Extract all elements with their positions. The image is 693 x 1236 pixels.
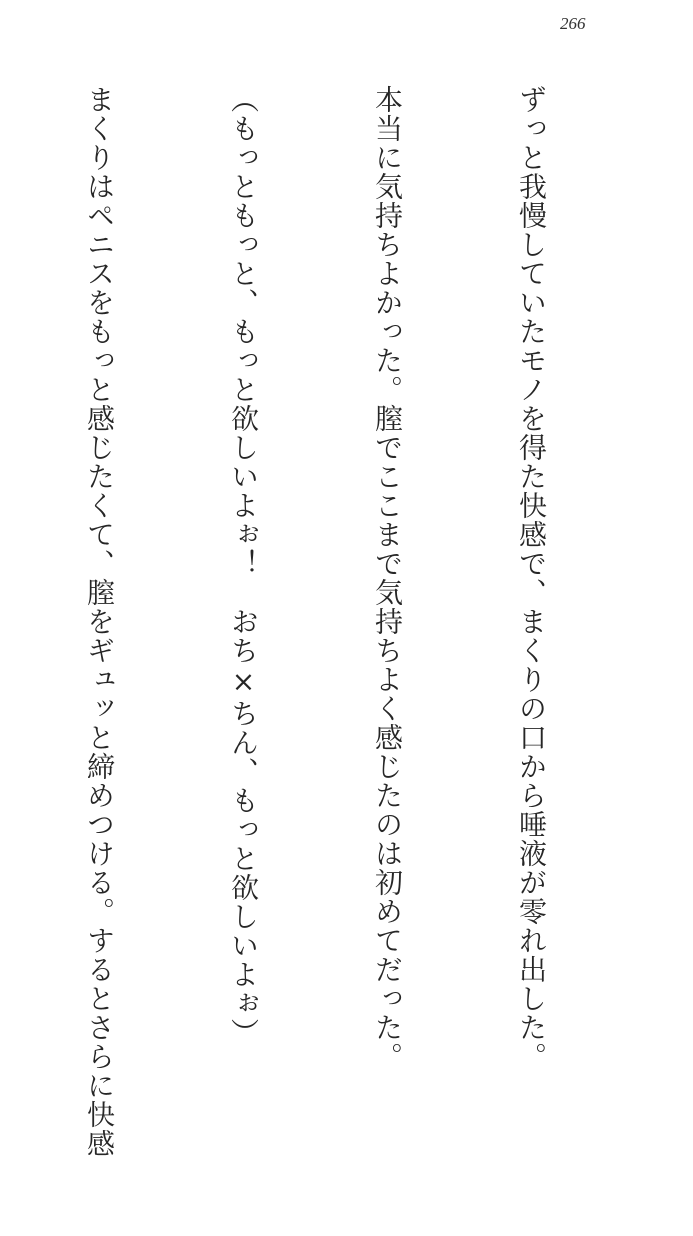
text-line: まくりはペニスをもっと感じたくて、膣をギュッと締めつける。するとさらに快感 [83, 85, 116, 1158]
text-line: 本当に気持ちよかった。膣でここまで気持ちよく感じたのは初めてだった。 [371, 85, 404, 1071]
text-line: （もっともっと、もっと欲しいよぉ！ おち×ちん、もっと欲しいよぉ） [227, 85, 260, 1047]
page-number: 266 [560, 14, 586, 33]
text-line: ずっと我慢していたモノを得た快感で、まくりの口から唾液が零れ出した。 [515, 85, 548, 1071]
body-text [0, 85, 651, 1158]
